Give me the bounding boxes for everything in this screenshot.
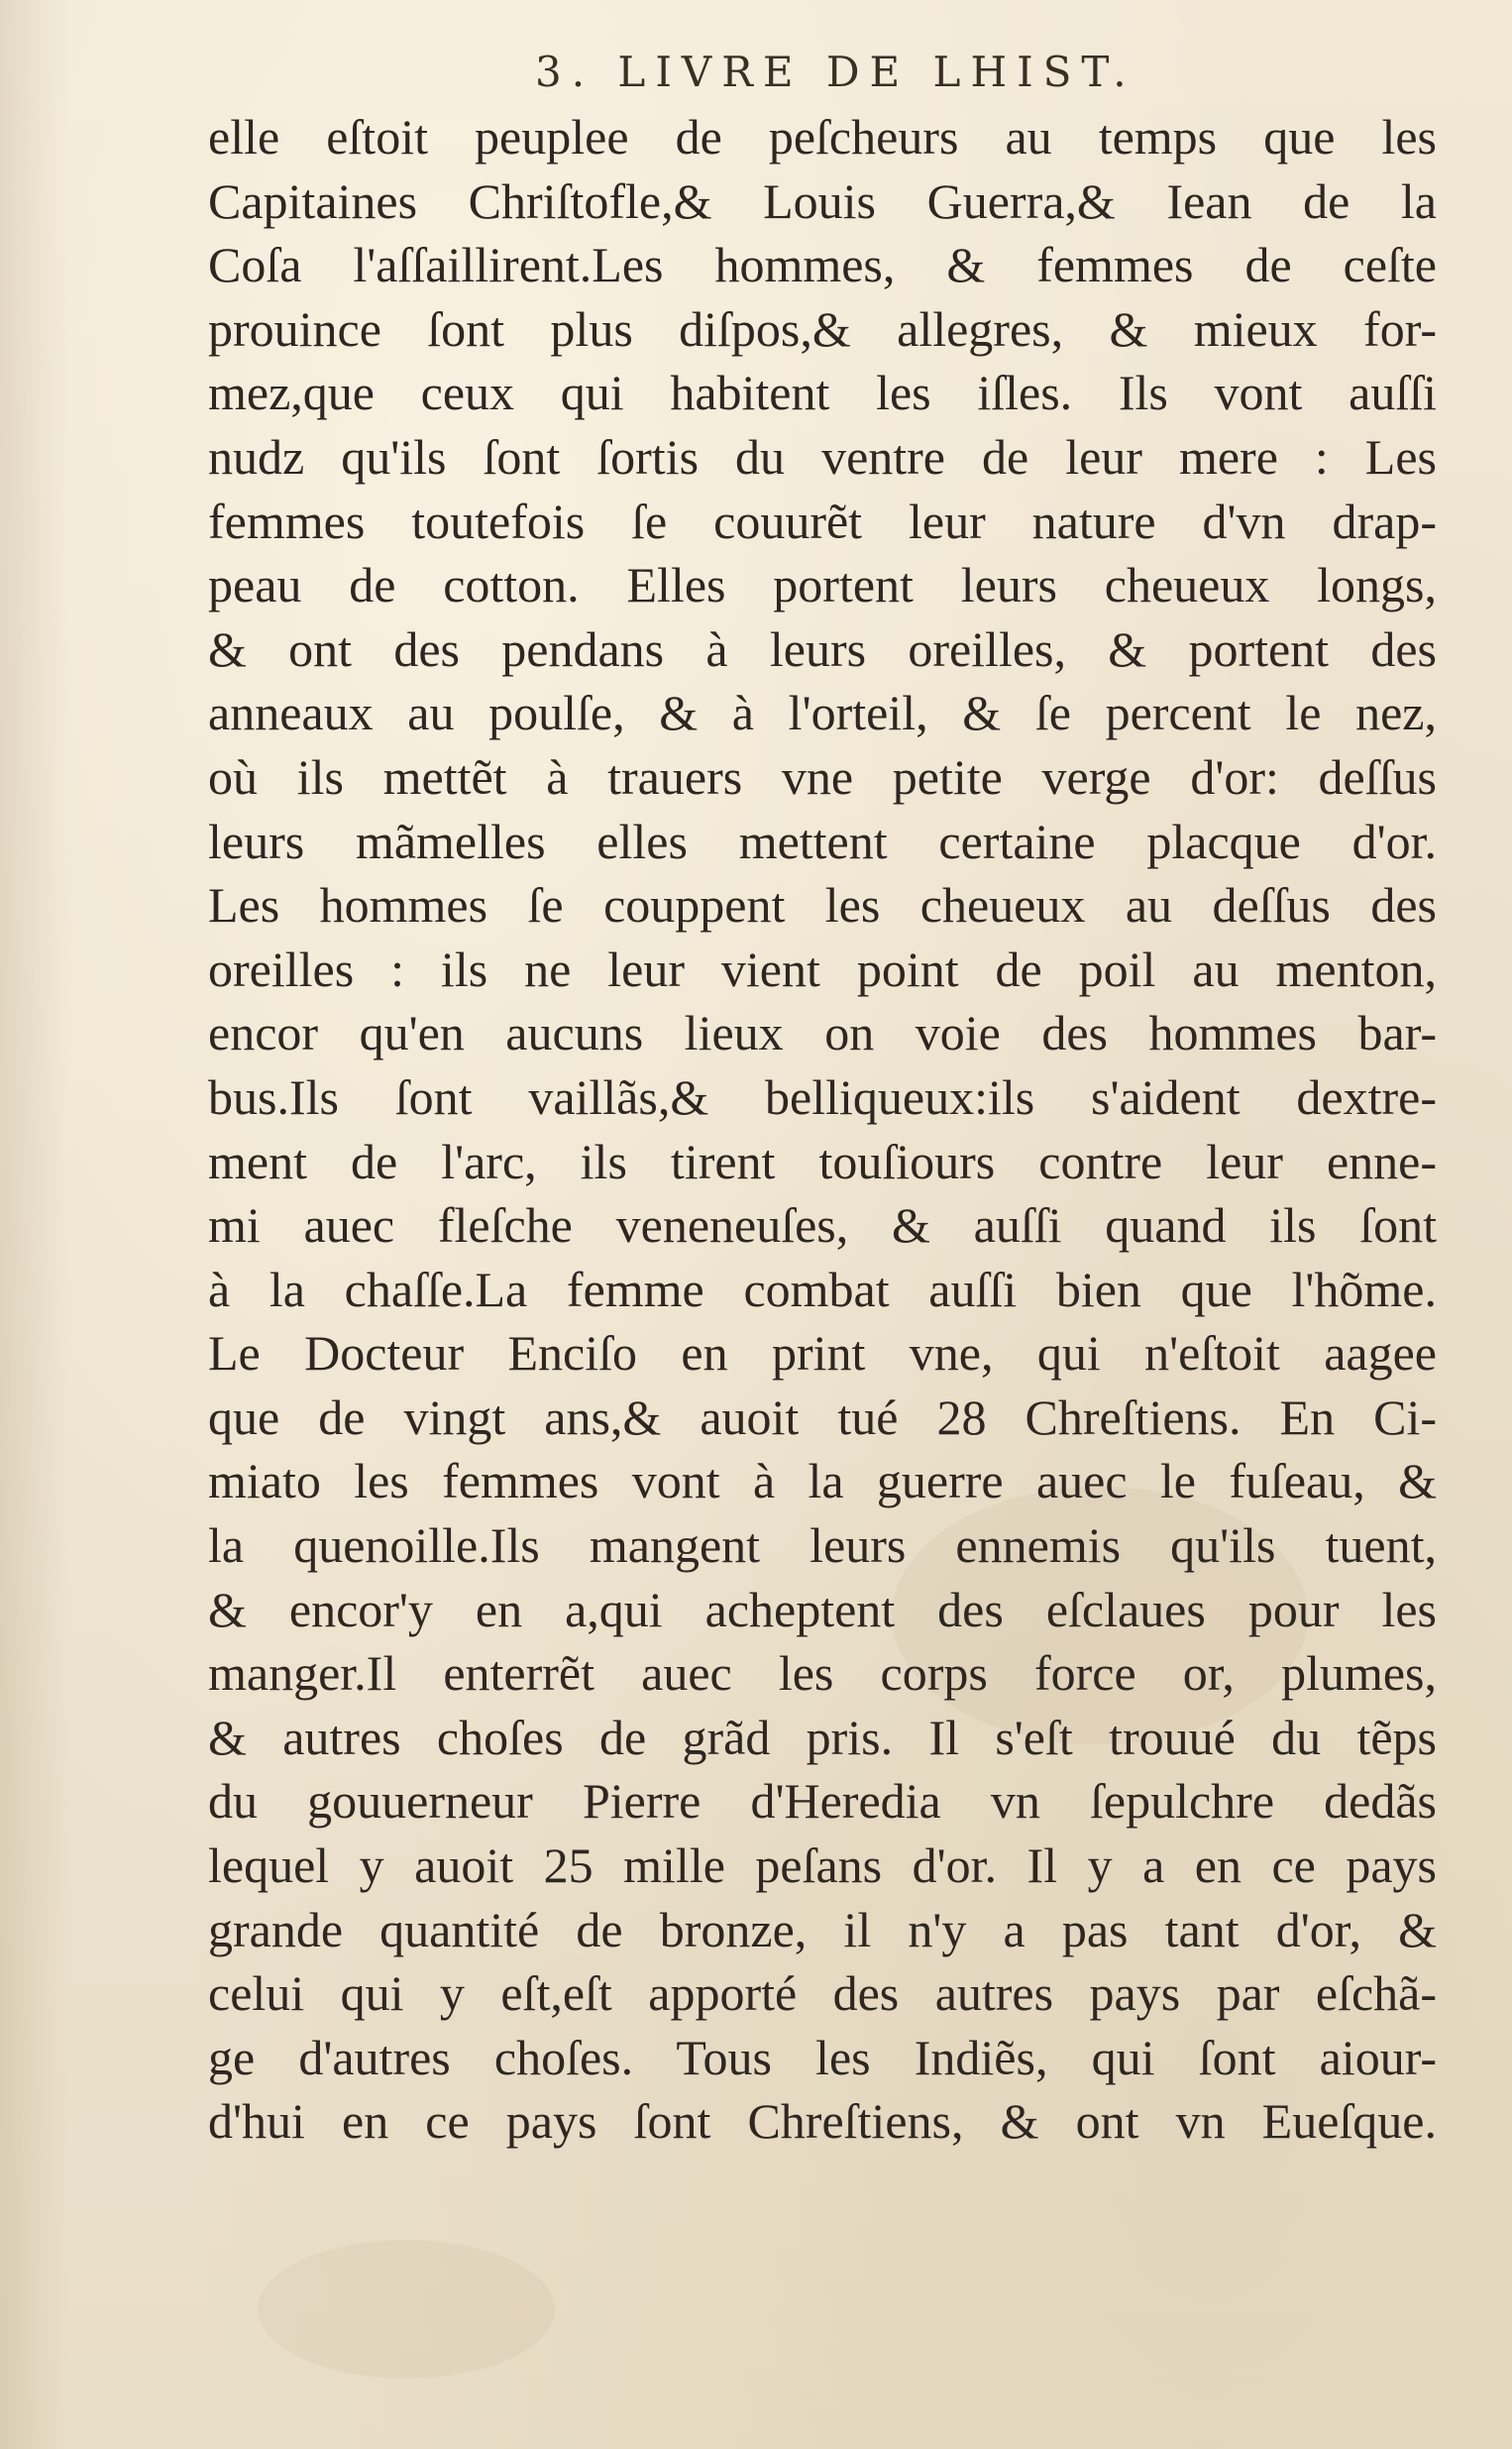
text-line: du gouuerneur Pierre d'Heredia vn ſepulchre dedãs	[208, 1773, 1437, 1830]
text-line: mi auec fleſche veneneuſes, & auſſi quand ils ſont	[208, 1197, 1437, 1254]
text-line: Coſa l'aſſaillirent.Les hommes, & femmes de ceſte	[208, 237, 1437, 293]
text-line: encor qu'en aucuns lieux on voie des hommes bar-	[208, 1005, 1437, 1061]
page-edge-shadow	[0, 0, 69, 2449]
text-line: manger.Il enterrẽt auec les corps force or, plumes,	[208, 1645, 1437, 1702]
text-line: à la chaſſe.La femme combat auſſi bien que l'hõme.	[208, 1261, 1437, 1317]
text-line: que de vingt ans,& auoit tué 28 Chreſtiens. En Ci-	[208, 1389, 1437, 1445]
text-line: & ont des pendans à leurs oreilles, & portent des	[208, 620, 1437, 677]
text-line: & encor'y en a,qui acheptent des eſclaues pour les	[208, 1581, 1437, 1637]
text-line: ge d'autres choſes. Tous les Indiẽs, qui ſont aiour-	[208, 2029, 1437, 2085]
text-line: miato les femmes vont à la guerre auec le fuſeau, &	[208, 1453, 1437, 1509]
text-line: & autres choſes de grãd pris. Il s'eſt trouué du tẽps	[208, 1709, 1437, 1765]
paper-stain	[258, 2240, 555, 2379]
text-line: anneaux au poulſe, & à l'orteil, & ſe percent le nez,	[208, 685, 1437, 741]
text-line: celui qui y eſt,eſt apporté des autres pays par eſchã-	[208, 1965, 1437, 2022]
text-line: femmes toutefois ſe couurẽt leur nature d'vn drap-	[208, 493, 1437, 549]
text-line: elle eſtoit peuplee de peſcheurs au temps que les	[208, 109, 1437, 165]
text-line: Le Docteur Enciſo en print vne, qui n'eſtoit aagee	[208, 1325, 1437, 1382]
running-head: 3. LIVRE DE LHIST.	[535, 48, 1136, 96]
text-line: grande quantité de bronze, il n'y a pas tant d'or, &	[208, 1901, 1437, 1957]
text-line: peau de cotton. Elles portent leurs cheueux longs,	[208, 557, 1437, 613]
text-line: d'hui en ce pays ſont Chreſtiens, & ont vn Eueſque.	[208, 2093, 1437, 2150]
text-line: ment de l'arc, ils tirent touſiours contre leur enne-	[208, 1133, 1437, 1189]
text-line: Les hommes ſe couppent les cheueux au deſſus des	[208, 877, 1437, 934]
text-line: bus.Ils ſont vaillãs,& belliqueux:ils s'aident dextre-	[208, 1068, 1437, 1125]
text-line: où ils mettẽt à trauers vne petite verge d'or: deſſus	[208, 748, 1437, 805]
text-line: prouince ſont plus diſpos,& allegres, & mieux for-	[208, 300, 1437, 357]
text-line: nudz qu'ils ſont ſortis du ventre de leur mere : Les	[208, 428, 1437, 485]
text-line: leurs mãmelles elles mettent certaine placque d'or.	[208, 813, 1437, 869]
page-text-block	[208, 105, 1437, 2167]
text-line: la quenoille.Ils mangent leurs ennemis qu'ils tuent,	[208, 1517, 1437, 1574]
text-line: lequel y auoit 25 mille peſans d'or. Il y a en ce pays	[208, 1837, 1437, 1894]
text-line: Capitaines Chriſtofle,& Louis Guerra,& Iean de la	[208, 172, 1437, 229]
text-line: oreilles : ils ne leur vient point de poil au menton,	[208, 941, 1437, 997]
text-line: mez,que ceux qui habitent les iſles. Ils vont auſſi	[208, 365, 1437, 421]
